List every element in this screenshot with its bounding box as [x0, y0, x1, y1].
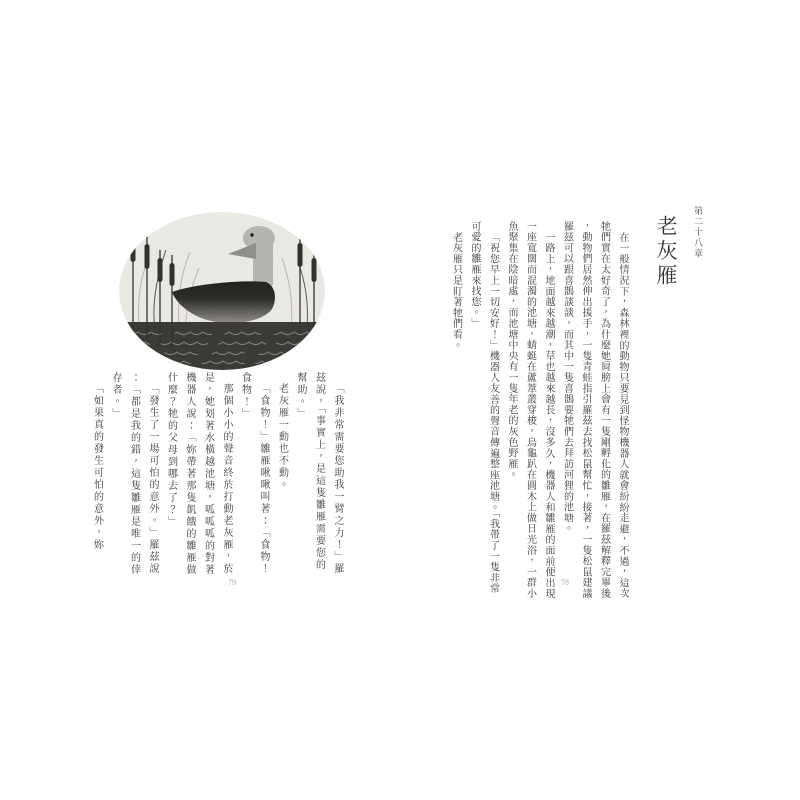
paragraph: 「我非常需要您助我一臂之力！」羅茲說，「事實上，是這隻雛雁需要您的幫助。」	[295, 372, 343, 575]
paragraph: 老灰雁只是盯著牠們看。	[450, 232, 462, 351]
chapter-title: 老灰雁	[654, 215, 678, 289]
left-page-text	[87, 372, 346, 577]
paragraph: 那個小小的聲音終於打動老灰雁，於是，她划著水橫越池塘，呱呱呱的對著機器人說：「妳帶著那隻飢餓的雛雁做什麼？牠的父母到哪去了？」	[165, 372, 232, 576]
right-page-text	[446, 221, 631, 601]
paragraph: 「如果真的發生可怕的意外，妳	[91, 383, 103, 551]
page-number-left: 79	[228, 578, 236, 587]
page-number-right: 78	[561, 578, 569, 587]
chapter-number-label: 第二十八章	[693, 206, 703, 259]
paragraph: 在一般情況下，森林裡的動物只要見到怪物機器人就會紛紛走避，不過，這次牠們實在太好奇了，為什麼她肩膀上會有一隻剛孵化的雛雁，在羅茲解釋完畢後，動物們居然伸出援手，一隻青蛙指引羅茲去找松鼠幫忙，接著，一隻松鼠建議羅茲可以跟喜鵲談談，而其中一隻喜鵲要牠們去拜訪河狸的池塘。	[561, 221, 628, 600]
chapter-header	[651, 206, 706, 326]
pond-water	[119, 322, 325, 370]
paragraph: 「發生了一場可怕的意外。」羅茲說：「都是我的錯，這隻雛雁是唯一的倖存者。」	[110, 372, 158, 576]
paragraph: 「祝您早上一切安好！」機器人友善的聲音傳遍整座池塘。「我帶了一隻非常可愛的雛雁來找您。」	[469, 221, 499, 595]
paragraph: 一路上，地面越來越潮，草也越來越長，沒多久，機器人和雛雁的面前便出現一座寬闊而混濁的池塘，蜻蜓在蘆葦叢穿梭，烏龜趴在圓木上做日光浴，一群小魚聚集在陰暗處，而池塘中央有一隻年老的灰色野雁。	[506, 221, 554, 600]
goose-eye	[250, 233, 253, 236]
goose-pond-illustration	[119, 212, 325, 370]
paragraph: 「食物！」雛雁啾啾叫著：「食物！食物！」	[239, 372, 269, 575]
paragraph: 老灰雁一動也不動。	[276, 383, 288, 491]
